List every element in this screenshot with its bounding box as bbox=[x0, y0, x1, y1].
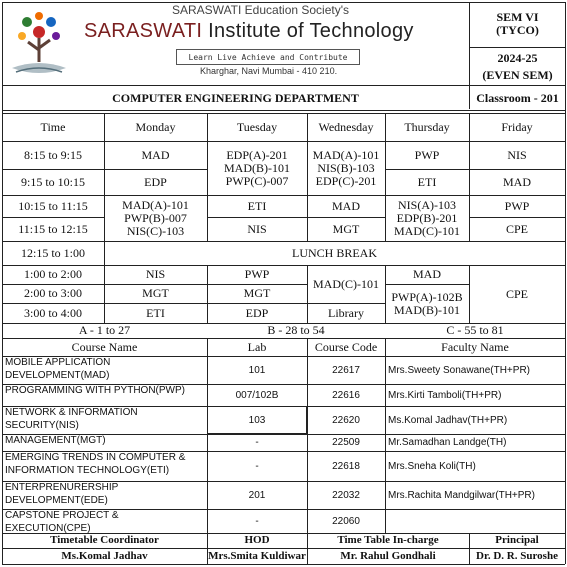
role-timetable-incharge: Time Table In-charge bbox=[337, 534, 439, 546]
slot-tuesday-6: MGT bbox=[243, 286, 271, 300]
grid-line bbox=[385, 113, 386, 241]
time-slot: 9:15 to 10:15 bbox=[20, 174, 85, 189]
course-name-line: ENTERPRENURERSHIP bbox=[5, 482, 119, 493]
institute-name bbox=[84, 20, 414, 43]
grid-line bbox=[469, 113, 470, 241]
course-name bbox=[2, 356, 207, 384]
grid-line bbox=[2, 110, 565, 111]
slot-monday-3-4 bbox=[104, 195, 207, 241]
course-code: 22032 bbox=[332, 489, 360, 501]
grid-line bbox=[2, 113, 565, 114]
course-name-line: DEVELOPMENT(EDE) bbox=[5, 495, 108, 506]
name-hod: Mrs.Smita Kuldiwar bbox=[208, 549, 306, 562]
society-name: SARASWATI Education Society's bbox=[172, 3, 350, 17]
slot-tuesday-5: PWP bbox=[244, 267, 270, 281]
grid-line bbox=[2, 406, 565, 407]
grid-line bbox=[2, 303, 385, 304]
batch-entry: NIS(C)-103 bbox=[126, 223, 185, 238]
semester-label bbox=[472, 7, 563, 41]
grid-line bbox=[2, 195, 565, 196]
grid-line bbox=[307, 338, 308, 564]
grid-line bbox=[207, 217, 385, 218]
grid-line bbox=[207, 265, 208, 323]
slot-wednesday-5-6: MAD(C)-101 bbox=[313, 276, 379, 291]
course-name bbox=[2, 481, 207, 509]
course-lab: - bbox=[255, 437, 259, 448]
grid-line bbox=[2, 434, 565, 435]
slot-monday-1: MAD bbox=[141, 147, 170, 162]
slot-monday-2: EDP bbox=[144, 174, 167, 189]
slot-thursday-6-7 bbox=[385, 284, 469, 323]
course-name-line: MOBILE APPLICATION bbox=[5, 357, 111, 368]
batch-entry: MAD(A)-101 bbox=[312, 147, 380, 162]
slot-tuesday-4: NIS bbox=[247, 221, 267, 236]
slot-monday-7: ETI bbox=[146, 305, 165, 320]
batch-entry: NIS(B)-103 bbox=[317, 160, 375, 175]
header-thursday: Thursday bbox=[404, 119, 450, 134]
header-friday: Friday bbox=[501, 119, 533, 134]
role-principal: Principal bbox=[495, 534, 539, 546]
grid-line bbox=[2, 85, 565, 86]
header-monday: Monday bbox=[135, 119, 176, 134]
course-code: 22616 bbox=[332, 389, 360, 401]
slot-friday-3: PWP bbox=[504, 198, 530, 213]
role-timetable-coordinator: Timetable Coordinator bbox=[50, 534, 159, 546]
slot-monday-5: NIS bbox=[145, 267, 166, 281]
slot-friday-5-7: CPE bbox=[505, 286, 528, 301]
grid-line bbox=[469, 217, 565, 218]
course-name bbox=[2, 384, 207, 406]
batch-b: B - 28 to 54 bbox=[267, 323, 325, 337]
slot-wednesday-1-2 bbox=[307, 141, 385, 195]
course-lab: 101 bbox=[248, 364, 266, 376]
course-faculty bbox=[385, 509, 565, 533]
grid-line bbox=[2, 2, 3, 564]
slot-friday-4: CPE bbox=[505, 221, 528, 236]
grid-line bbox=[469, 265, 470, 323]
course-lab: 007/102B bbox=[235, 389, 279, 401]
slot-tuesday-7: EDP bbox=[245, 305, 269, 320]
batch-entry: PWP(A)-102B bbox=[391, 289, 463, 304]
institute-brand: SARASWATI bbox=[84, 20, 203, 42]
lunch-break: LUNCH BREAK bbox=[291, 245, 377, 260]
course-name bbox=[2, 509, 207, 533]
institute-tagline: Learn Live Achieve and Contribute bbox=[176, 49, 360, 65]
time-slot: 1:00 to 2:00 bbox=[23, 267, 82, 281]
course-name-line: PROGRAMMING WITH PYTHON(PWP) bbox=[5, 385, 185, 396]
course-code: 22060 bbox=[332, 515, 360, 527]
course-faculty: Mrs.Sweety Sonawane(TH+PR) bbox=[388, 364, 530, 376]
grid-line bbox=[307, 265, 308, 323]
slot-tuesday-1-2 bbox=[207, 141, 307, 195]
time-slot: 10:15 to 11:15 bbox=[18, 198, 88, 213]
time-slot: 2:00 to 3:00 bbox=[23, 286, 82, 300]
course-faculty: Mrs.Kirti Tamboli(TH+PR) bbox=[388, 389, 502, 401]
institute-name-rest: Institute of Technology bbox=[208, 20, 414, 42]
course-name-line: EXECUTION(CPE) bbox=[5, 523, 91, 533]
grid-line bbox=[565, 2, 566, 564]
grid-line bbox=[2, 265, 565, 266]
time-slot: 11:15 to 12:15 bbox=[18, 221, 88, 236]
grid-line bbox=[2, 533, 565, 534]
grid-line bbox=[385, 284, 469, 285]
batch-entry: PWP(B)-007 bbox=[124, 210, 187, 225]
grid-line bbox=[469, 533, 470, 564]
grid-line bbox=[2, 241, 565, 242]
course-faculty: Ms.Komal Jadhav(TH+PR) bbox=[388, 414, 508, 426]
batch-entry: MAD(B)-101 bbox=[394, 302, 460, 317]
academic-year: 2024-25 bbox=[497, 51, 538, 65]
grid-line bbox=[2, 141, 565, 142]
course-lab: 103 bbox=[207, 406, 307, 434]
header-time: Time bbox=[40, 119, 66, 134]
time-slot: 12:15 to 1:00 bbox=[20, 245, 85, 260]
grid-line bbox=[2, 509, 565, 510]
course-name-line: SECURITY(NIS) bbox=[5, 420, 79, 431]
slot-friday-2: MAD bbox=[502, 174, 531, 189]
course-name-line: MANAGEMENT(MGT) bbox=[5, 435, 106, 446]
course-header-faculty: Faculty Name bbox=[441, 339, 509, 354]
slot-wednesday-4: MGT bbox=[332, 221, 360, 236]
course-name-line: CAPSTONE PROJECT & bbox=[5, 510, 119, 521]
course-header-code: Course Code bbox=[314, 339, 378, 354]
batch-c: C - 55 to 81 bbox=[446, 323, 504, 337]
course-code: 22509 bbox=[332, 437, 360, 448]
course-code: 22618 bbox=[332, 460, 360, 472]
course-header-lab: Lab bbox=[247, 339, 267, 354]
grid-line bbox=[2, 338, 565, 339]
batch-entry: EDP(C)-201 bbox=[315, 173, 377, 188]
grid-line bbox=[385, 265, 386, 323]
grid-line bbox=[2, 284, 307, 285]
time-slot: 3:00 to 4:00 bbox=[23, 305, 82, 320]
header-tuesday: Tuesday bbox=[236, 119, 278, 134]
grid-line bbox=[2, 356, 565, 357]
classroom-label: Classroom - 201 bbox=[476, 90, 559, 105]
slot-thursday-2: ETI bbox=[417, 174, 437, 189]
batch-entry: MAD(C)-101 bbox=[394, 223, 460, 238]
header-wednesday: Wednesday bbox=[318, 119, 374, 134]
semester-line: SEM VI bbox=[496, 10, 539, 24]
course-lab: - bbox=[255, 460, 259, 472]
batch-entry: EDP(A)-201 bbox=[226, 147, 288, 162]
grid-line bbox=[2, 384, 565, 385]
name-timetable-incharge: Mr. Rahul Gondhali bbox=[340, 549, 436, 562]
grid-line bbox=[2, 2, 565, 3]
grid-line bbox=[2, 548, 565, 549]
slot-friday-1: NIS bbox=[507, 147, 527, 162]
name-timetable-coordinator: Ms.Komal Jadhav bbox=[61, 549, 148, 562]
slot-thursday-5: MAD bbox=[412, 267, 441, 281]
course-header-name: Course Name bbox=[71, 339, 138, 354]
batch-a: A - 1 to 27 bbox=[78, 323, 131, 337]
grid-line bbox=[2, 451, 565, 452]
course-name-line: NETWORK & INFORMATION bbox=[5, 407, 138, 418]
course-code: 22617 bbox=[332, 364, 360, 376]
time-slot: 8:15 to 9:15 bbox=[23, 147, 82, 162]
grid-line bbox=[2, 564, 565, 565]
grid-line bbox=[104, 113, 105, 323]
grid-line bbox=[385, 169, 565, 170]
batch-entry: MAD(A)-101 bbox=[122, 197, 189, 212]
course-lab: - bbox=[255, 515, 259, 527]
batch-entry: NIS(A)-103 bbox=[398, 197, 456, 212]
course-name-line: DEVELOPMENT(MAD) bbox=[5, 370, 110, 381]
grid-line bbox=[307, 113, 308, 241]
grid-line bbox=[385, 338, 386, 533]
course-name-line: INFORMATION TECHNOLOGY(ETI) bbox=[5, 465, 170, 476]
slot-wednesday-7: Library bbox=[328, 305, 364, 320]
slot-wednesday-3: MAD bbox=[331, 198, 360, 213]
course-name bbox=[2, 451, 207, 481]
slot-thursday-3-4 bbox=[385, 195, 469, 241]
batch-entry: EDP(B)-201 bbox=[396, 210, 458, 225]
course-name-line: EMERGING TRENDS IN COMPUTER & bbox=[5, 452, 186, 463]
institute-address: Kharghar, Navi Mumbai - 410 210. bbox=[200, 66, 338, 76]
batch-entry: PWP(C)-007 bbox=[225, 173, 289, 188]
grid-line bbox=[2, 481, 565, 482]
course-name bbox=[2, 406, 207, 434]
course-faculty: Mrs.Rachita Mandgilwar(TH+PR) bbox=[388, 489, 535, 501]
institute-logo-icon bbox=[2, 2, 76, 80]
course-faculty: Mr.Samadhan Landge(TH) bbox=[388, 437, 507, 448]
slot-thursday-1: PWP bbox=[414, 147, 440, 162]
role-hod: HOD bbox=[244, 534, 270, 546]
grid-line bbox=[2, 217, 104, 218]
grid-line bbox=[469, 47, 565, 48]
course-lab: 201 bbox=[248, 489, 266, 501]
name-principal: Dr. D. R. Suroshe bbox=[476, 549, 558, 562]
grid-line bbox=[469, 2, 470, 109]
department-title: COMPUTER ENGINEERING DEPARTMENT bbox=[112, 90, 359, 105]
course-name bbox=[2, 434, 207, 451]
slot-tuesday-3: ETI bbox=[247, 198, 267, 213]
term-label: (EVEN SEM) bbox=[482, 68, 553, 82]
slot-monday-6: MGT bbox=[142, 286, 169, 300]
grid-line bbox=[207, 338, 208, 564]
batch-entry: MAD(B)-101 bbox=[224, 160, 290, 175]
course-code: 22620 bbox=[332, 414, 360, 426]
grid-line bbox=[207, 113, 208, 241]
course-faculty: Mrs.Sneha Koli(TH) bbox=[388, 460, 476, 472]
class-line: (TYCO) bbox=[496, 23, 539, 37]
grid-line bbox=[2, 323, 565, 324]
